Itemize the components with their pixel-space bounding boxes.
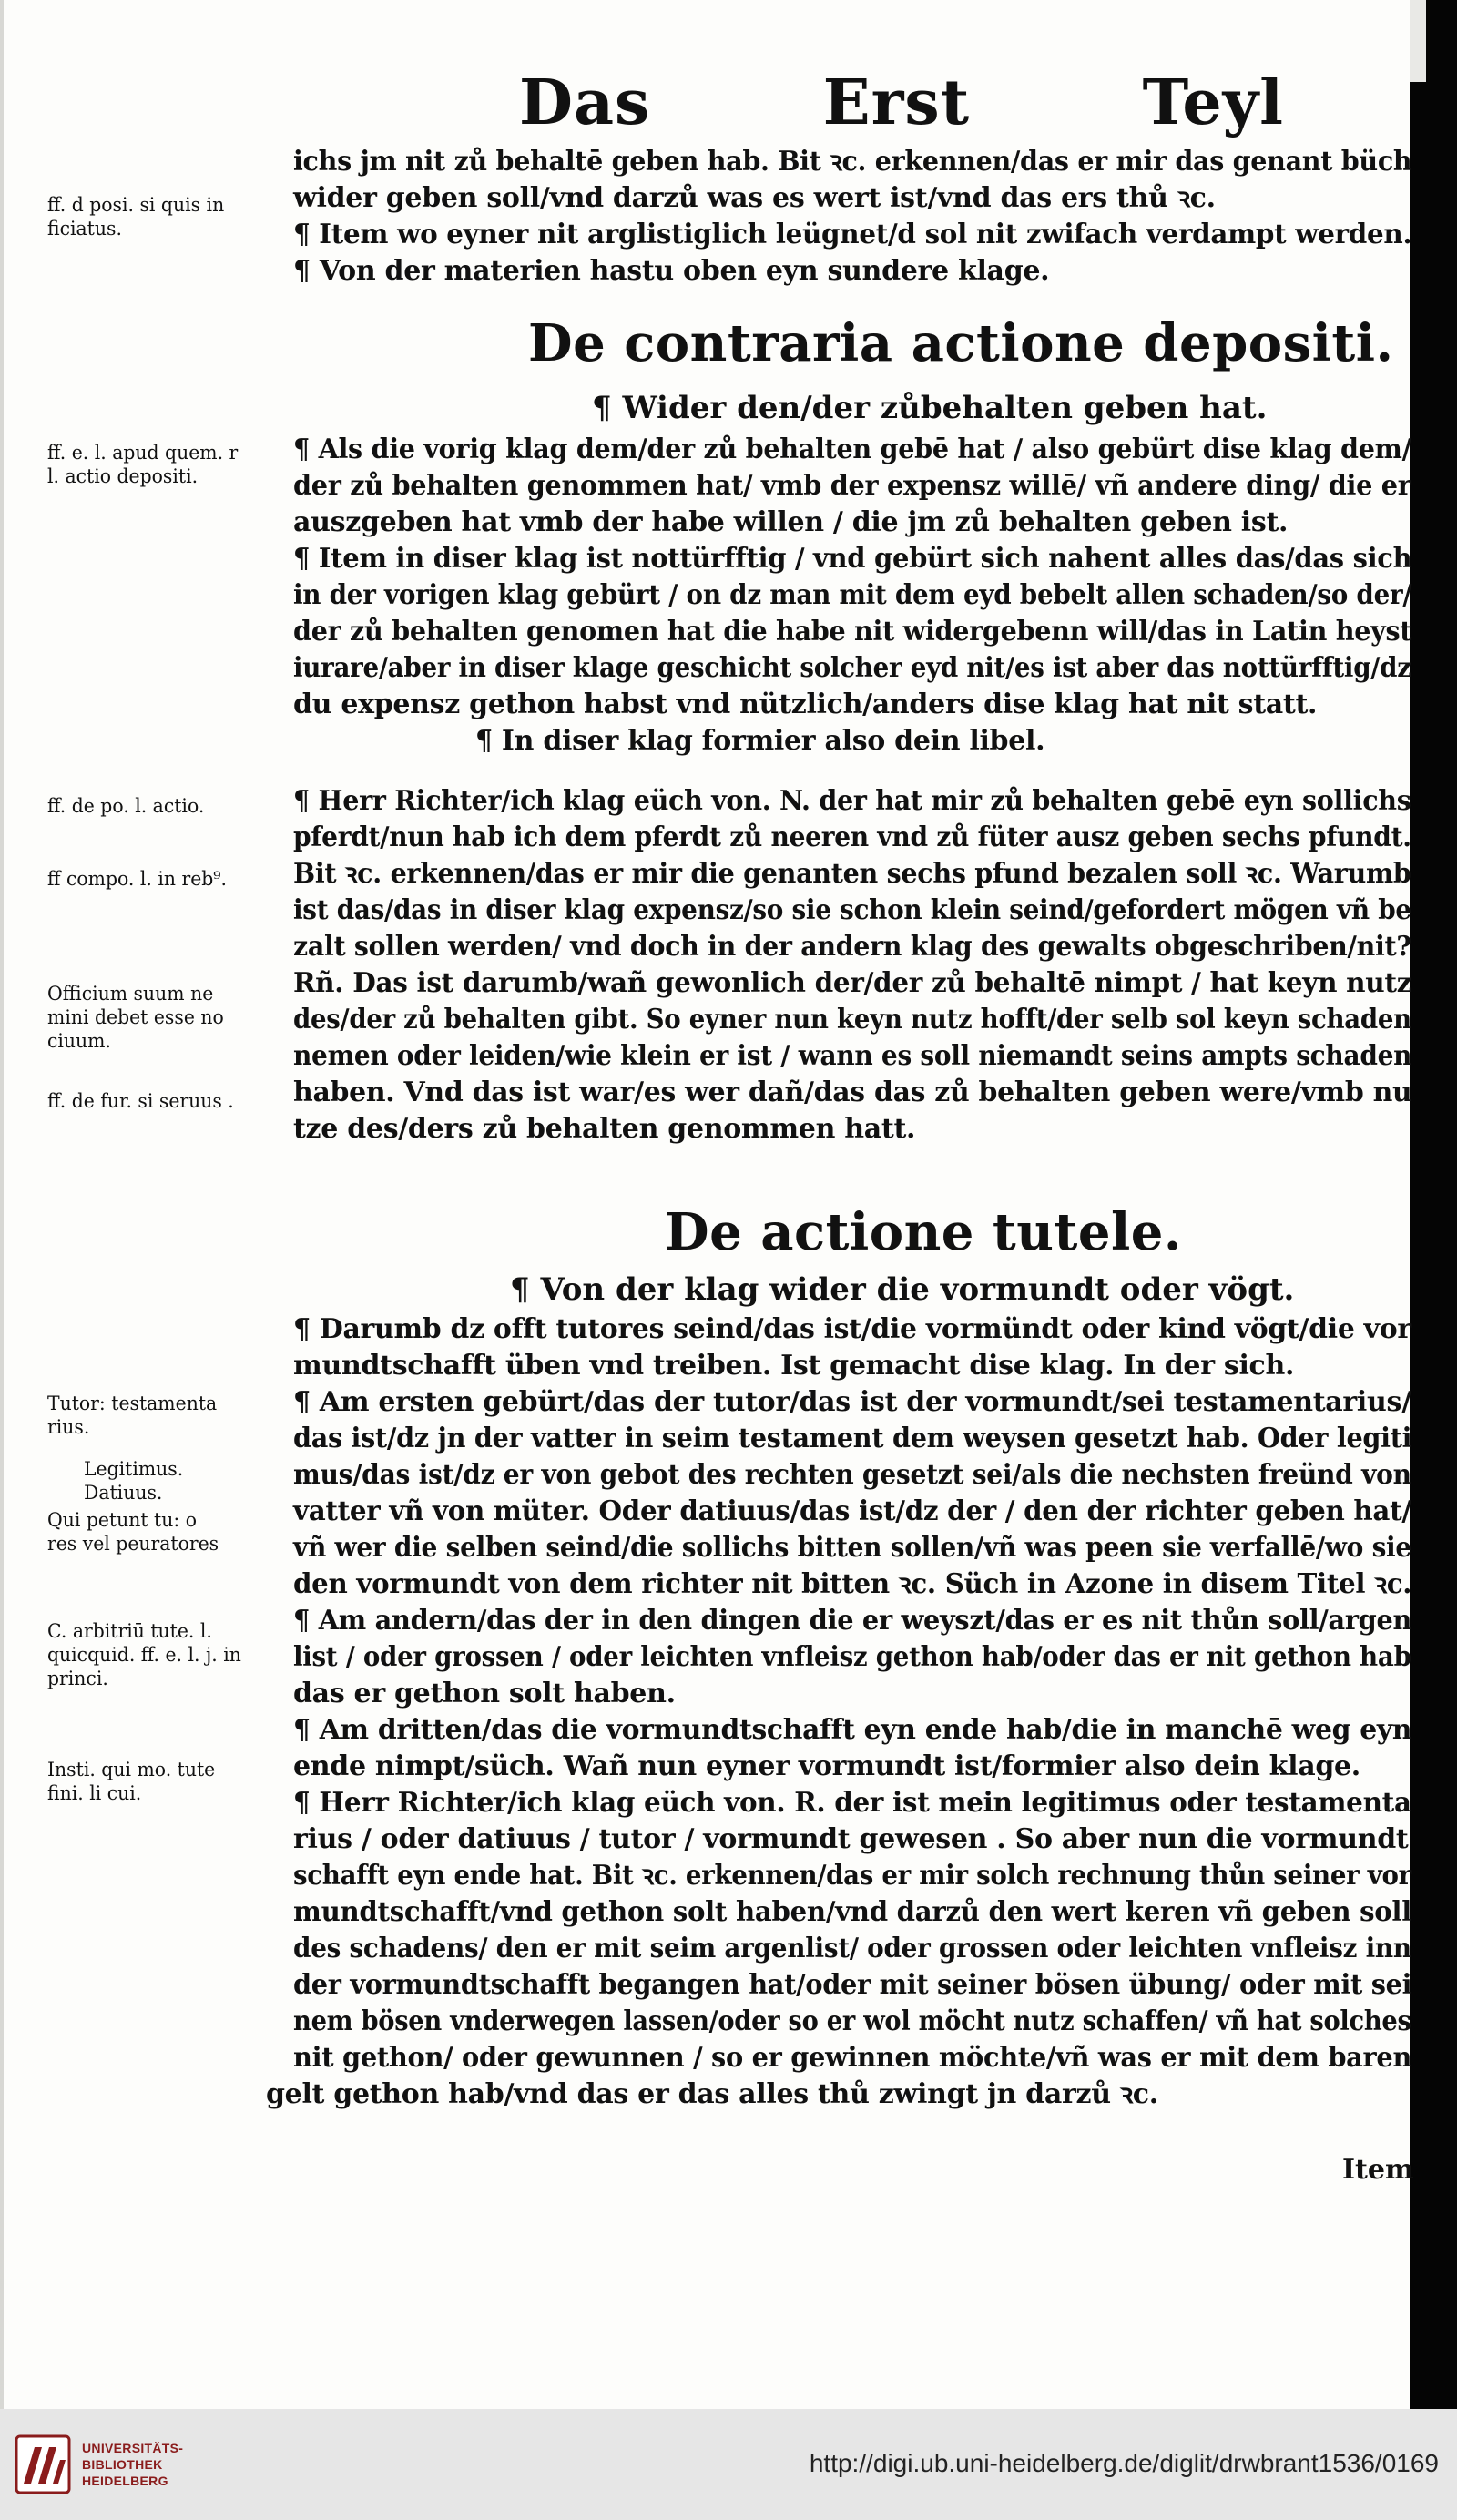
text-line: nem bösen vnderwegen lassen/oder so er wol möcht nutz schaffen/ vñ hat solches	[293, 2005, 1411, 2037]
text-line: haben. Vnd das ist war/es wer dañ/das das zů behalten geben were/vmb nu	[293, 1076, 1412, 1108]
text-line: ¶ Item wo eyner nit arglistiglich leügnet/d sol nit zwifach verdampt werden.	[293, 219, 1412, 250]
text-line: iurare/aber in diser klage geschicht solcher eyd nit/es ist aber das nottürfftig/dz	[293, 652, 1411, 684]
text-line: vatter vñ von müter. Oder datiuus/das ist/dz der / den der richter geben hat/	[293, 1495, 1411, 1527]
marginal-note-line: mini debet esse no	[47, 1006, 224, 1028]
text-line: ende nimpt/süch. Wañ nun eyner vormundt ist/formier also dein klage.	[293, 1750, 1360, 1782]
text-line: ¶ Von der materien hastu oben eyn sundere klage.	[293, 255, 1050, 287]
text-line: nemen oder leiden/wie klein er ist / wann es soll niemandt seins ampts schaden	[293, 1040, 1412, 1072]
text-line: des/der zů behalten gibt. So eyner nun keyn nutz hofft/der selb sol keyn schaden	[293, 1004, 1411, 1036]
text-line: das er gethon solt haben.	[293, 1678, 676, 1709]
section-title-tutele: De actione tutele.	[665, 1202, 1182, 1262]
marginal-note	[47, 1392, 293, 1439]
text-line: ichs jm nit zů behaltē geben hab. Bit ꝛc. erkennen/das er mir das genant büch	[293, 146, 1412, 178]
text-line: mundtschafft üben vnd treiben. Ist gemacht dise klag. In der sich.	[293, 1350, 1295, 1382]
catchword: Item	[1342, 2154, 1414, 2186]
viewer-footer-bar	[0, 2409, 1457, 2520]
marginal-note	[47, 1089, 293, 1113]
text-line: mus/das ist/dz er von gebot des rechten gesetzt sei/als die nechsten freünd von	[293, 1459, 1411, 1491]
permalink-url[interactable]: http://digi.ub.uni-heidelberg.de/diglit/drwbrant1536/0169	[809, 2449, 1439, 2477]
text-line: Bit ꝛc. erkennen/das er mir die genanten sechs pfund bezalen soll ꝛc. Warumb	[293, 858, 1411, 890]
marginal-note-line: res vel peuratores	[47, 1533, 219, 1555]
text-line: in der vorigen klag gebürt / on dz man mit dem eyd bebelt allen schaden/so der/	[293, 579, 1412, 611]
marginal-note-line: ff compo. l. in reb⁹.	[47, 868, 227, 890]
text-line: schafft eyn ende hat. Bit ꝛc. erkennen/das er mir solch rechnung thůn seiner vor	[293, 1860, 1411, 1892]
marginal-note	[47, 193, 293, 240]
section-subtitle-tutele: ¶ Von der klag wider die vormundt oder vögt.	[510, 1271, 1295, 1308]
marginal-note-line: Datiuus.	[84, 1482, 163, 1504]
library-name[interactable]	[82, 2440, 183, 2489]
text-line: ¶ Darumb dz offt tutores seind/das ist/die vormündt oder kind vögt/die vor	[293, 1313, 1411, 1345]
text-line: ¶ Am andern/das der in den dingen die er weyszt/das er es nit thůn soll/argen	[293, 1605, 1412, 1637]
text-line: tze des/ders zů behalten genommen hatt.	[293, 1113, 916, 1145]
text-line: das ist/dz jn der vatter in seim testament dem weysen gesetzt hab. Oder legiti	[293, 1423, 1412, 1454]
library-name-line: HEIDELBERG	[82, 2474, 168, 2488]
text-line: ¶ Item in diser klag ist nottürfftig / vnd gebürt sich nahent alles das/das sich	[293, 543, 1412, 575]
marginal-note-line: rius.	[47, 1416, 90, 1438]
text-line: du expensz gethon habst vnd nützlich/anders dise klag hat nit statt.	[293, 689, 1318, 720]
university-library-logo-icon[interactable]	[15, 2434, 71, 2494]
text-line: zalt sollen werden/ vnd doch in der andern klag des gewalts obgeschriben/nit?	[293, 931, 1411, 963]
marginal-note	[47, 441, 293, 488]
marginal-note-line: ff. de po. l. actio.	[47, 795, 205, 817]
marginal-note	[47, 867, 293, 891]
text-line: der zů behalten genomen hat die habe nit widergebenn will/das in Latin heyst	[293, 616, 1412, 648]
text-line: nit gethon/ oder gewunnen / so er gewinnen möchte/vñ was er mit dem baren	[293, 2042, 1412, 2074]
text-line: ¶ Herr Richter/ich klag eüch von. R. der ist mein legitimus oder testamenta	[293, 1787, 1411, 1819]
running-head-center: Erst	[822, 66, 971, 139]
text-line: list / oder grossen / oder leichten vnfleisz gethon hab/oder das er nit gethon hab	[293, 1641, 1411, 1673]
text-line: ¶ Am dritten/das die vormundtschafft eyn ende hab/die in manchē weg eyn	[293, 1714, 1412, 1746]
marginal-note-line: quicquid. ff. e. l. j. in	[47, 1644, 241, 1666]
text-line: Rñ. Das ist darumb/wañ gewonlich der/der zů behaltē nimpt / hat keyn nutz	[293, 967, 1412, 999]
marginal-note	[47, 1619, 293, 1690]
text-line: vñ wer die selben seind/die sollichs bitten sollen/vñ was peen sie verfallē/wo sie	[293, 1532, 1411, 1564]
library-name-line: BIBLIOTHEK	[82, 2457, 163, 2472]
marginal-note-line: Legitimus.	[84, 1458, 184, 1480]
text-line: ¶ Herr Richter/ich klag eüch von. N. der hat mir zů behalten gebē eyn sollichs	[293, 785, 1411, 817]
marginal-note-line: ciuum.	[47, 1030, 111, 1052]
running-head-left: Das	[519, 66, 651, 139]
text-line: des schadens/ den er mit seim argenlist/ oder grossen oder leichten vnfleisz inn	[293, 1933, 1411, 1964]
text-line: der vormundtschafft begangen hat/oder mit seiner bösen übung/ oder mit sei	[293, 1969, 1412, 2001]
marginal-note-line: fini. li cui.	[47, 1782, 142, 1804]
section-title-depositi: De contraria actione depositi.	[528, 313, 1394, 373]
marginal-note	[47, 794, 293, 818]
marginal-note-line: ff. d posi. si quis in	[47, 194, 225, 216]
text-line: ¶ Am ersten gebürt/das der tutor/das ist der vormundt/sei testamentarius/	[293, 1386, 1411, 1418]
marginal-note-line: Qui petunt tu: o	[47, 1509, 197, 1531]
text-line: ¶ Als die vorig klag dem/der zů behalten gebē hat / also gebürt dise klag dem/	[293, 434, 1411, 465]
text-line: wider geben soll/vnd darzů was es wert ist/vnd das ers thů ꝛc.	[293, 182, 1216, 214]
text-line: gelt gethon hab/vnd das er das alles thů zwingt jn darzů ꝛc.	[266, 2078, 1158, 2110]
text-line: mundtschafft/vnd gethon solt haben/vnd darzů den wert keren vñ geben soll	[293, 1896, 1411, 1928]
page-left-edge	[0, 0, 4, 2409]
page-right-edge-shadow	[1410, 0, 1457, 2409]
marginal-note-line: C. arbitriū tute. l.	[47, 1620, 212, 1642]
marginal-note	[84, 1457, 330, 1505]
marginal-note-line: Officium suum ne	[47, 983, 214, 1005]
text-line: den vormundt von dem richter nit bitten ꝛc. Süch in Azone in disem Titel ꝛc.	[293, 1568, 1412, 1600]
marginal-note-line: Tutor: testamenta	[47, 1393, 218, 1414]
marginal-note-line: ff. de fur. si seruus .	[47, 1090, 234, 1112]
text-line: der zů behalten genommen hat/ vmb der expensz willē/ vñ andere ding/ die er	[293, 470, 1411, 502]
marginal-note-line: princi.	[47, 1668, 108, 1689]
marginal-note-line: l. actio depositi.	[47, 465, 199, 487]
text-line: ist das/das in diser klag expensz/so sie schon klein seind/gefordert mögen vñ be	[293, 894, 1411, 926]
text-line: rius / oder datiuus / tutor / vormundt gewesen . So aber nun die vormundt	[293, 1823, 1409, 1855]
marginal-note	[47, 1508, 293, 1556]
section-subtitle-depositi: ¶ Wider den/der zůbehalten geben hat.	[592, 390, 1268, 426]
running-head-right: Teyl	[1142, 66, 1284, 139]
text-line: ¶ In diser klag formier also dein libel.	[475, 725, 1045, 757]
marginal-note	[47, 1758, 293, 1805]
marginal-note	[47, 982, 293, 1053]
marginal-note-line: ff. e. l. apud quem. r	[47, 442, 239, 464]
running-head	[519, 62, 1284, 144]
library-name-line: UNIVERSITÄTS-	[82, 2441, 184, 2455]
text-line: pferdt/nun hab ich dem pferdt zů neeren vnd zů füter ausz geben sechs pfundt.	[293, 821, 1411, 853]
marginal-note-line: ficiatus.	[47, 218, 122, 240]
text-line: auszgeben hat vmb der habe willen / die jm zů behalten geben ist.	[293, 506, 1289, 538]
page-right-edge-top	[1410, 0, 1426, 82]
marginal-note-line: Insti. qui mo. tute	[47, 1759, 216, 1780]
